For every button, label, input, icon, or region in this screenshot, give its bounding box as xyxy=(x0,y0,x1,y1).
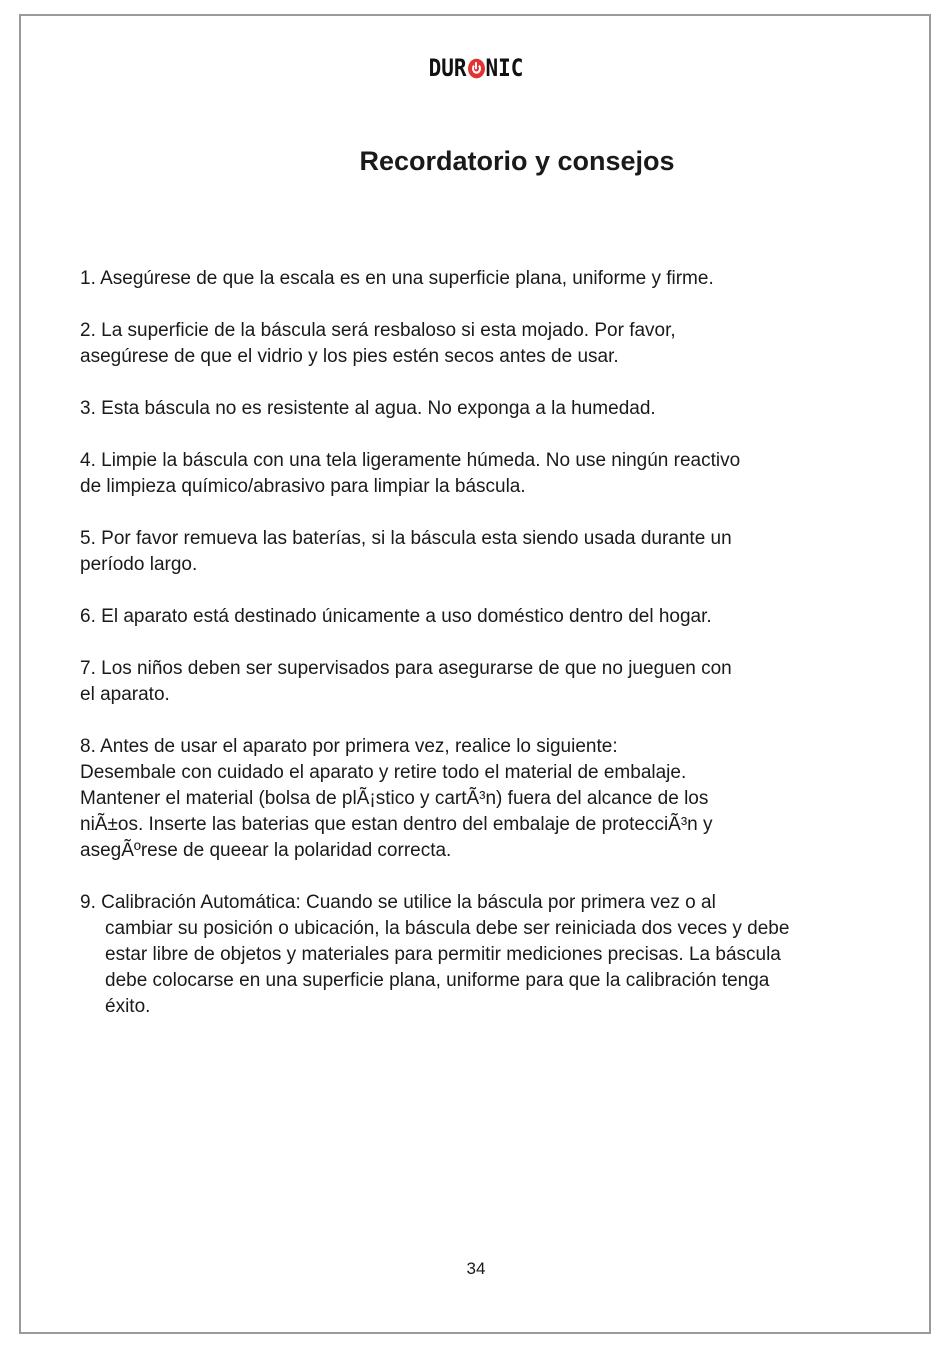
tip-item-9: 9. Calibración Automática: Cuando se utilice la báscula por primera vez o al cambiar su posición o ubicación, la báscula debe ser reiniciada dos veces y debe estar libre de objetos y materiales para permitir mediciones precisas. La báscula debe colocarse en una superficie plana, uniforme para que la calibración tenga éxito. xyxy=(80,892,790,1017)
page-title: Recordatorio y consejos xyxy=(359,146,675,176)
page-number: 34 xyxy=(466,1259,486,1278)
tip-item-6: 6. El aparato está destinado únicamente a uso doméstico dentro del hogar. xyxy=(80,606,712,627)
tips-list xyxy=(80,266,900,1046)
tip-item-2: 2. La superficie de la báscula será resbaloso si esta mojado. Por favor, asegúrese de que el vidrio y los pies estén secos antes de usar. xyxy=(80,320,676,367)
tip-item-8: 8. Antes de usar el aparato por primera vez, realice lo siguiente: Desembale con cuidado el aparato y retire todo el material de embalaje. Mantener el material (bolsa de plÃ¡stico y cartÃ³n) fuera del alcance de los niÃ±os. Inserte las baterias que estan dentro del embalaje de protecciÃ³n y asegÃºrese de queear la polaridad correcta. xyxy=(80,736,713,861)
tip-item-4: 4. Limpie la báscula con una tela ligeramente húmeda. No use ningún reactivo de limpieza químico/abrasivo para limpiar la báscula. xyxy=(80,450,741,497)
brand-suffix: NIC xyxy=(485,54,524,82)
brand-prefix: DUR xyxy=(428,54,467,82)
power-icon xyxy=(468,59,485,79)
brand-logo xyxy=(0,54,952,82)
tip-item-3: 3. Esta báscula no es resistente al agua. No exponga a la humedad. xyxy=(80,398,656,419)
tip-item-7: 7. Los niños deben ser supervisados para asegurarse de que no jueguen con el aparato. xyxy=(80,658,732,705)
tip-item-1: 1. Asegúrese de que la escala es en una superficie plana, uniforme y firme. xyxy=(80,268,714,289)
tip-item-5: 5. Por favor remueva las baterías, si la báscula esta siendo usada durante un período largo. xyxy=(80,528,732,575)
